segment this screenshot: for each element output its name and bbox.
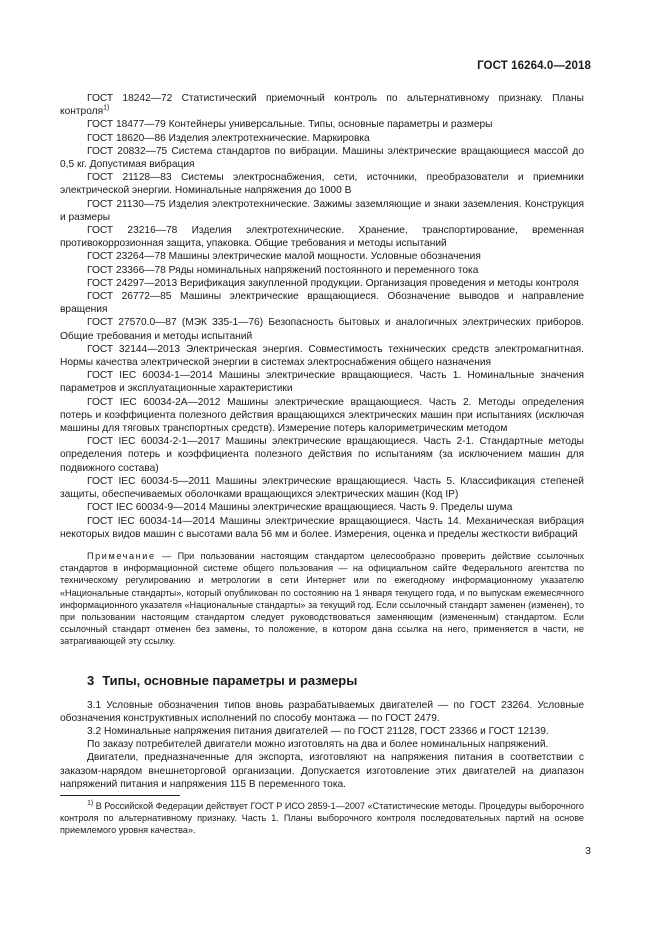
reference-title: Электрическая энергия. Совместимость технических средств электромагнитная. Нормы качества электрической энергии в системах электроснабжения общего назначения — [60, 343, 584, 369]
standard-code: ГОСТ 16264.0—2018 — [477, 60, 591, 72]
reference-code: ГОСТ IEC 60034-14—2014 — [87, 515, 216, 527]
note-label: Примечание — [87, 550, 156, 561]
paragraph: По заказу потребителей двигатели можно изготовлять на два и более номинальных напряжений. — [87, 739, 549, 751]
note-text: — При пользовании настоящим стандартом целесообразно проверить действие ссылочных стандартов в информационной системе общего пользования — на официальном сайте Федерального агентства по техническому регулированию и метрологии в сети Интернет или по ежегодному информационному указателю «Национальные стандарты», который опубликован по состоянию на 1 января текущего года, и по выпускам ежемесячного информационного указателя «Национальные стандарты» за текущий год. Если ссылочный стандарт заменен (изменен), то при пользовании настоящим стандартом следует руководствоваться заменяющим (измененным) стандартом. Если ссылочный стандарт отменен без замены, то положение, в котором дана ссылка на него, применяется в части, не затрагивающей эту ссылку. — [60, 550, 584, 647]
reference-title: Система стандартов по вибрации. Машины электрические вращающиеся массой до 0,5 кг. Допустимая вибрация — [60, 145, 584, 171]
reference-code: ГОСТ 20832—75 — [87, 145, 168, 157]
reference-item — [60, 145, 584, 171]
reference-title: Верификация закупленной продукции. Организация проведения и методы контроля — [179, 277, 579, 289]
paragraph: 3.1 Условные обозначения типов вновь разрабатываемых двигателей — по ГОСТ 23264. Условные обозначения конструктивных исполнений по способу монтажа — по ГОСТ 2479. — [60, 699, 584, 724]
footnote-divider — [60, 795, 180, 796]
reference-item — [60, 435, 584, 475]
reference-code: ГОСТ 32144—2013 — [87, 343, 181, 355]
reference-item — [60, 290, 584, 316]
reference-item — [60, 92, 584, 118]
reference-code: ГОСТ 26772—85 — [87, 291, 172, 303]
reference-title: Машины электрические вращающиеся. Часть 2. Методы определения потерь и коэффициента полезного действия вращающихся электрических машин при испытаниях (исключая машины для тяговых транспортных средств). Измерение потерь калориметрическим методом — [60, 396, 584, 435]
footnote — [60, 800, 584, 836]
reference-code: ГОСТ IEC 60034-2-1—2017 — [87, 436, 221, 448]
reference-title: Машины электрические вращающиеся. Часть 14. Механическая вибрация некоторых видов машин с высотами вала 56 мм и более. Измерения, оценка и пределы жесткости вибраций — [60, 515, 584, 540]
reference-code: ГОСТ 23366—78 — [87, 264, 166, 276]
reference-item — [60, 132, 584, 145]
reference-title: Машины электрические вращающиеся. Часть 5. Классификация степеней защиты, обеспечиваемых оболочками вращающихся электрических машин (Код IP) — [60, 475, 584, 501]
paragraph: 3.2 Номинальные напряжения питания двигателей — по ГОСТ 21128, ГОСТ 23366 и ГОСТ 12139. — [87, 725, 549, 737]
reference-title: Изделия электротехнические. Хранение, транспортирование, временная противокоррозионная защита, упаковка. Общие требования и методы испытаний — [60, 225, 584, 250]
reference-item — [60, 515, 584, 541]
reference-item — [60, 316, 584, 342]
page-content — [60, 92, 584, 836]
reference-item — [60, 369, 584, 395]
reference-item — [60, 501, 584, 514]
reference-title: Безопасность бытовых и аналогичных электрических приборов. Общие требования и методы испытаний — [60, 317, 584, 342]
section-title: Типы, основные параметры и размеры — [102, 672, 358, 688]
reference-title: Системы электроснабжения, сети, источники, преобразователи и приемники электрической энергии. Номинальные напряжения до 1000 В — [60, 172, 584, 197]
reference-item — [60, 250, 584, 263]
normative-references-list — [60, 92, 584, 541]
reference-code: ГОСТ 23216—78 — [87, 225, 178, 237]
reference-code: ГОСТ 21130—75 — [87, 198, 166, 210]
reference-code: ГОСТ 18477—79 — [87, 119, 166, 131]
reference-code: ГОСТ 23264—78 — [87, 251, 166, 263]
reference-item — [60, 118, 584, 131]
reference-item — [60, 198, 584, 224]
page-number: 3 — [585, 845, 591, 857]
section-number: 3 — [87, 672, 95, 688]
footnote-mark: 1) — [103, 104, 110, 112]
reference-item — [60, 224, 584, 250]
reference-code: ГОСТ IEC 60034-1—2014 — [87, 370, 213, 382]
reference-item — [60, 396, 584, 436]
reference-code: ГОСТ 24297—2013 — [87, 277, 178, 289]
reference-title: Контейнеры универсальные. Типы, основные параметры и размеры — [168, 119, 493, 131]
reference-title: Машины электрические вращающиеся. Часть 9. Пределы шума — [208, 502, 513, 514]
footnote-mark: 1) — [87, 799, 94, 807]
reference-code: ГОСТ IEC 60034-2А—2012 — [87, 396, 221, 408]
reference-code: ГОСТ IEC 60034-5—2011 — [87, 475, 211, 487]
reference-title: Машины электрические малой мощности. Условные обозначения — [168, 251, 481, 263]
reference-code: ГОСТ IEC 60034-9—2014 — [87, 502, 206, 514]
reference-code: ГОСТ 18242—72 — [87, 93, 173, 104]
paragraph: Двигатели, предназначенные для экспорта, изготовляют на напряжения питания в соответствии с заказом-нарядом внешнеторговой организации. Допускается изготовление этих двигателей на диапазон напряжений питания и напряжения 115 В переменного тока. — [60, 752, 584, 790]
reference-item — [60, 343, 584, 369]
footnote-text: В Российской Федерации действует ГОСТ Р ИСО 2859-1—2007 «Статистические методы. Процедуры выборочного контроля по альтернативному признаку. Часть 1. Планы выборочного контроля последовательных партий на основе приемлемого уровня качества». — [60, 800, 584, 835]
reference-item — [60, 475, 584, 501]
reference-code: ГОСТ 27570.0—87 (МЭК 335-1—76) — [87, 317, 264, 329]
reference-code: ГОСТ 18620—86 — [87, 132, 166, 144]
reference-title: Машины электрические вращающиеся. Обозначение выводов и направление вращения — [60, 291, 584, 316]
section-heading — [60, 673, 584, 689]
reference-item — [60, 277, 584, 290]
reference-code: ГОСТ 21128—83 — [87, 172, 172, 184]
note-block — [60, 550, 584, 648]
reference-item — [60, 264, 584, 277]
reference-title: Машины электрические вращающиеся. Часть 1. Номинальные значения параметров и эксплуатационные характеристики — [60, 370, 584, 395]
reference-item — [60, 171, 584, 197]
reference-title: Изделия электротехнические. Маркировка — [168, 132, 370, 144]
reference-title: Изделия электротехнические. Зажимы заземляющие и знаки заземления. Конструкция и размеры — [60, 198, 584, 223]
reference-title: Статистический приемочный контроль по альтернативному признаку. Планы контроля — [60, 93, 584, 118]
reference-title: Машины электрические вращающиеся. Часть 2-1. Стандартные методы определения потерь и коэффициента полезного действия по испытаниям (за исключением машин для подвижного состава) — [60, 436, 584, 474]
reference-title: Ряды номинальных напряжений постоянного и переменного тока — [168, 264, 479, 276]
